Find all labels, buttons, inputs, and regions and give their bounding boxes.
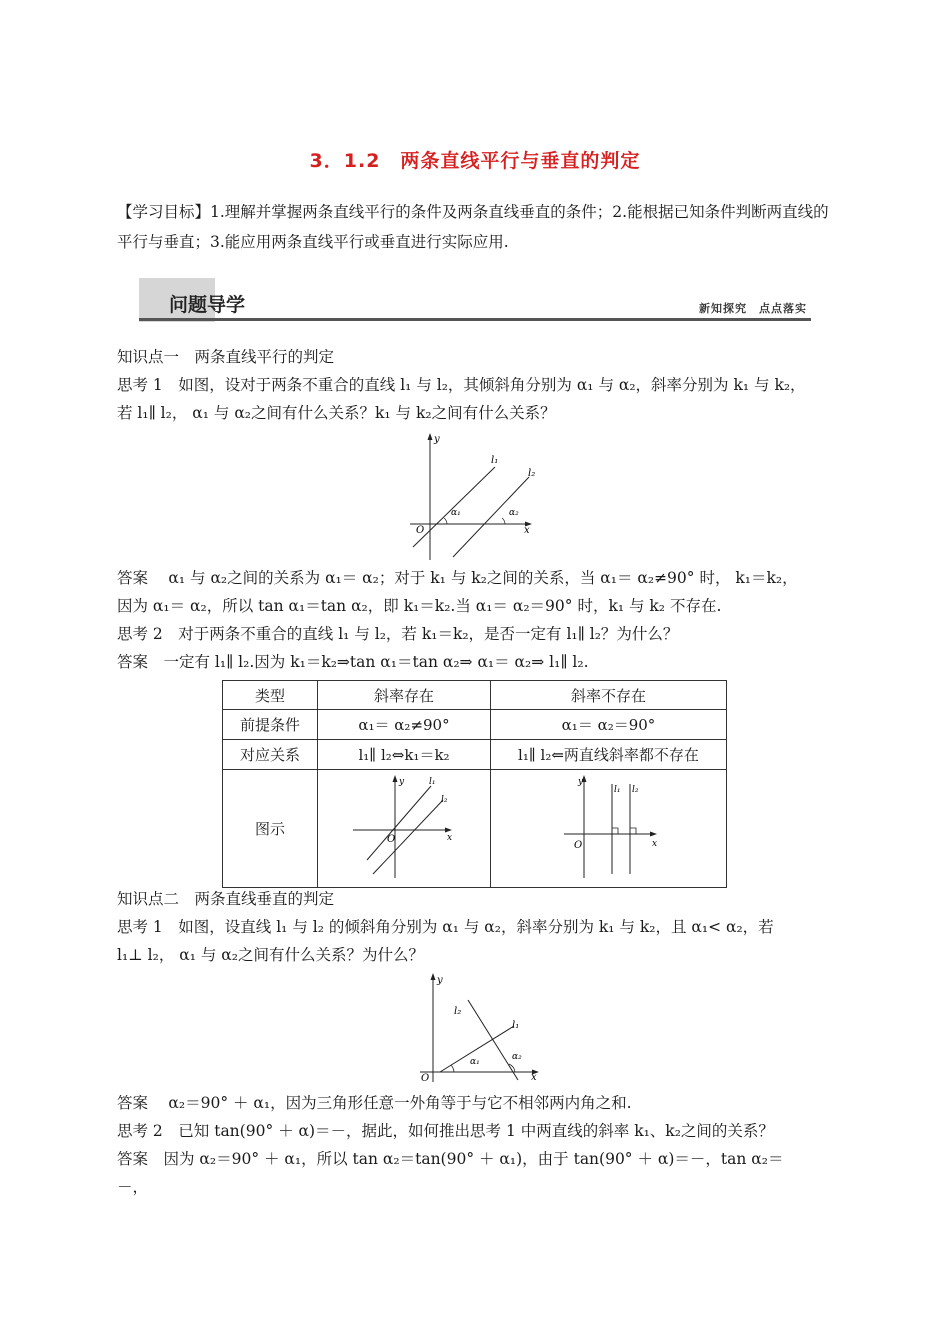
table-cell-relation-exists: l₁∥ l₂⇔k₁＝k₂	[318, 740, 491, 770]
section-header	[139, 278, 811, 322]
table-header-slope-exists: 斜率存在	[318, 681, 491, 710]
fig3-y-label: y	[577, 776, 583, 787]
fig4-origin-label: O	[421, 1073, 430, 1084]
fig1-x-label: x	[524, 525, 530, 536]
page-title: 3．1.2 两条直线平行与垂直的判定	[309, 150, 641, 172]
table-header-slope-not-exists: 斜率不存在	[491, 681, 727, 710]
goal-text: 1.理解并掌握两条直线平行的条件及两条直线垂直的条件；2.能根据已知条件判断两直线的平行与垂直；3.能应用两条直线平行或垂直进行实际应用.	[117, 203, 829, 251]
table-header-type: 类型	[223, 681, 318, 710]
think-4: 思考 2 已知 tan(90° ＋ α)＝－，据此，如何推出思考 1 中两直线的斜率 k₁、k₂之间的关系？	[117, 1122, 774, 1140]
fig3-l1-label: l₁	[613, 784, 620, 795]
comparison-table	[222, 680, 727, 888]
figure-parallel-lines	[405, 432, 545, 564]
fig2-l2-label: l₂	[441, 794, 448, 805]
fig2-y-label: y	[399, 776, 405, 787]
fig4-y-label: y	[437, 975, 443, 986]
fig1-l1-label: l₁	[491, 455, 499, 466]
fig4-alpha2-label: α₂	[512, 1052, 522, 1062]
think-1-line-b: 若 l₁∥ l₂， α₁ 与 α₂之间有什么关系？k₁ 与 k₂之间有什么关系？	[117, 404, 556, 422]
answer-1-line-b: 因为 α₁＝ α₂，所以 tan α₁＝tan α₂，即 k₁＝k₂.当 α₁＝ α₂＝90° 时，k₁ 与 k₂ 不存在.	[117, 597, 722, 615]
table-cell-relation: 对应关系	[223, 740, 318, 770]
fig4-l2-label: l₂	[454, 1006, 462, 1017]
section-label: 问题导学	[169, 294, 246, 316]
fig4-l1-label: l₁	[512, 1020, 520, 1031]
knowledge-point-2-title: 知识点二 两条直线垂直的判定	[117, 890, 335, 908]
fig1-l2-label: l₂	[528, 468, 536, 479]
table-cell-diagram-exists	[318, 770, 491, 888]
table-cell-precondition-exists: α₁＝ α₂≠90°	[318, 710, 491, 740]
think-3-line-a: 思考 1 如图，设直线 l₁ 与 l₂ 的倾斜角分别为 α₁ 与 α₂，斜率分别为 k₁ 与 k₂，且 α₁< α₂，若	[117, 918, 774, 936]
fig3-x-label: x	[651, 838, 657, 849]
section-subtitle: 新知探究 点点落实	[699, 302, 807, 315]
goal-tag: 【学习目标】	[117, 203, 211, 221]
figure-table-vertical	[554, 772, 664, 882]
answer-2: 答案 一定有 l₁∥ l₂.因为 k₁＝k₂⇒tan α₁＝tan α₂⇒ α₁＝ α₂⇒ l₁∥ l₂.	[117, 653, 589, 671]
table-cell-relation-not-exists: l₁∥ l₂⇐两直线斜率都不存在	[491, 740, 727, 770]
section-rule	[139, 318, 811, 321]
figure-perpendicular-lines	[414, 972, 544, 1084]
fig1-origin-label: O	[416, 525, 425, 536]
think-3-line-b: l₁⊥ l₂， α₁ 与 α₂之间有什么关系？为什么？	[117, 946, 424, 964]
fig4-alpha1-label: α₁	[470, 1057, 480, 1067]
answer-4-line-a: 答案 因为 α₂＝90° ＋ α₁，所以 tan α₂＝tan(90° ＋ α₁)，由于 tan(90° ＋ α)＝－，tan α₂＝	[117, 1150, 784, 1168]
fig2-l1-label: l₁	[429, 776, 436, 787]
knowledge-point-1-title: 知识点一 两条直线平行的判定	[117, 348, 335, 366]
answer-3: 答案 α₂＝90° ＋ α₁，因为三角形任意一外角等于与它不相邻两内角之和.	[117, 1094, 632, 1112]
fig1-y-label: y	[434, 434, 440, 445]
table-cell-precondition: 前提条件	[223, 710, 318, 740]
table-cell-diagram-not-exists	[491, 770, 727, 888]
fig4-x-label: x	[531, 1072, 537, 1083]
think-2: 思考 2 对于两条不重合的直线 l₁ 与 l₂，若 k₁＝k₂，是否一定有 l₁∥ l₂？为什么？	[117, 625, 679, 643]
fig3-origin-label: O	[573, 839, 582, 851]
fig1-alpha1-label: α₁	[451, 508, 461, 518]
table-cell-diagram: 图示	[223, 770, 318, 888]
table-cell-precondition-not-exists: α₁＝ α₂＝90°	[491, 710, 727, 740]
answer-1-line-a: 答案 α₁ 与 α₂之间的关系为 α₁＝ α₂；对于 k₁ 与 k₂之间的关系，当 α₁＝ α₂≠90° 时， k₁＝k₂，	[117, 569, 798, 587]
answer-4-line-b: －，	[117, 1178, 149, 1196]
learning-goals	[117, 197, 842, 257]
fig1-alpha2-label: α₂	[509, 508, 519, 518]
fig2-origin-label: O	[387, 833, 396, 845]
think-1-line-a: 思考 1 如图，设对于两条不重合的直线 l₁ 与 l₂，其倾斜角分别为 α₁ 与 α₂，斜率分别为 k₁ 与 k₂，	[117, 376, 806, 394]
figure-table-oblique	[349, 772, 459, 882]
fig2-x-label: x	[447, 832, 453, 843]
fig3-l2-label: l₂	[631, 784, 638, 795]
